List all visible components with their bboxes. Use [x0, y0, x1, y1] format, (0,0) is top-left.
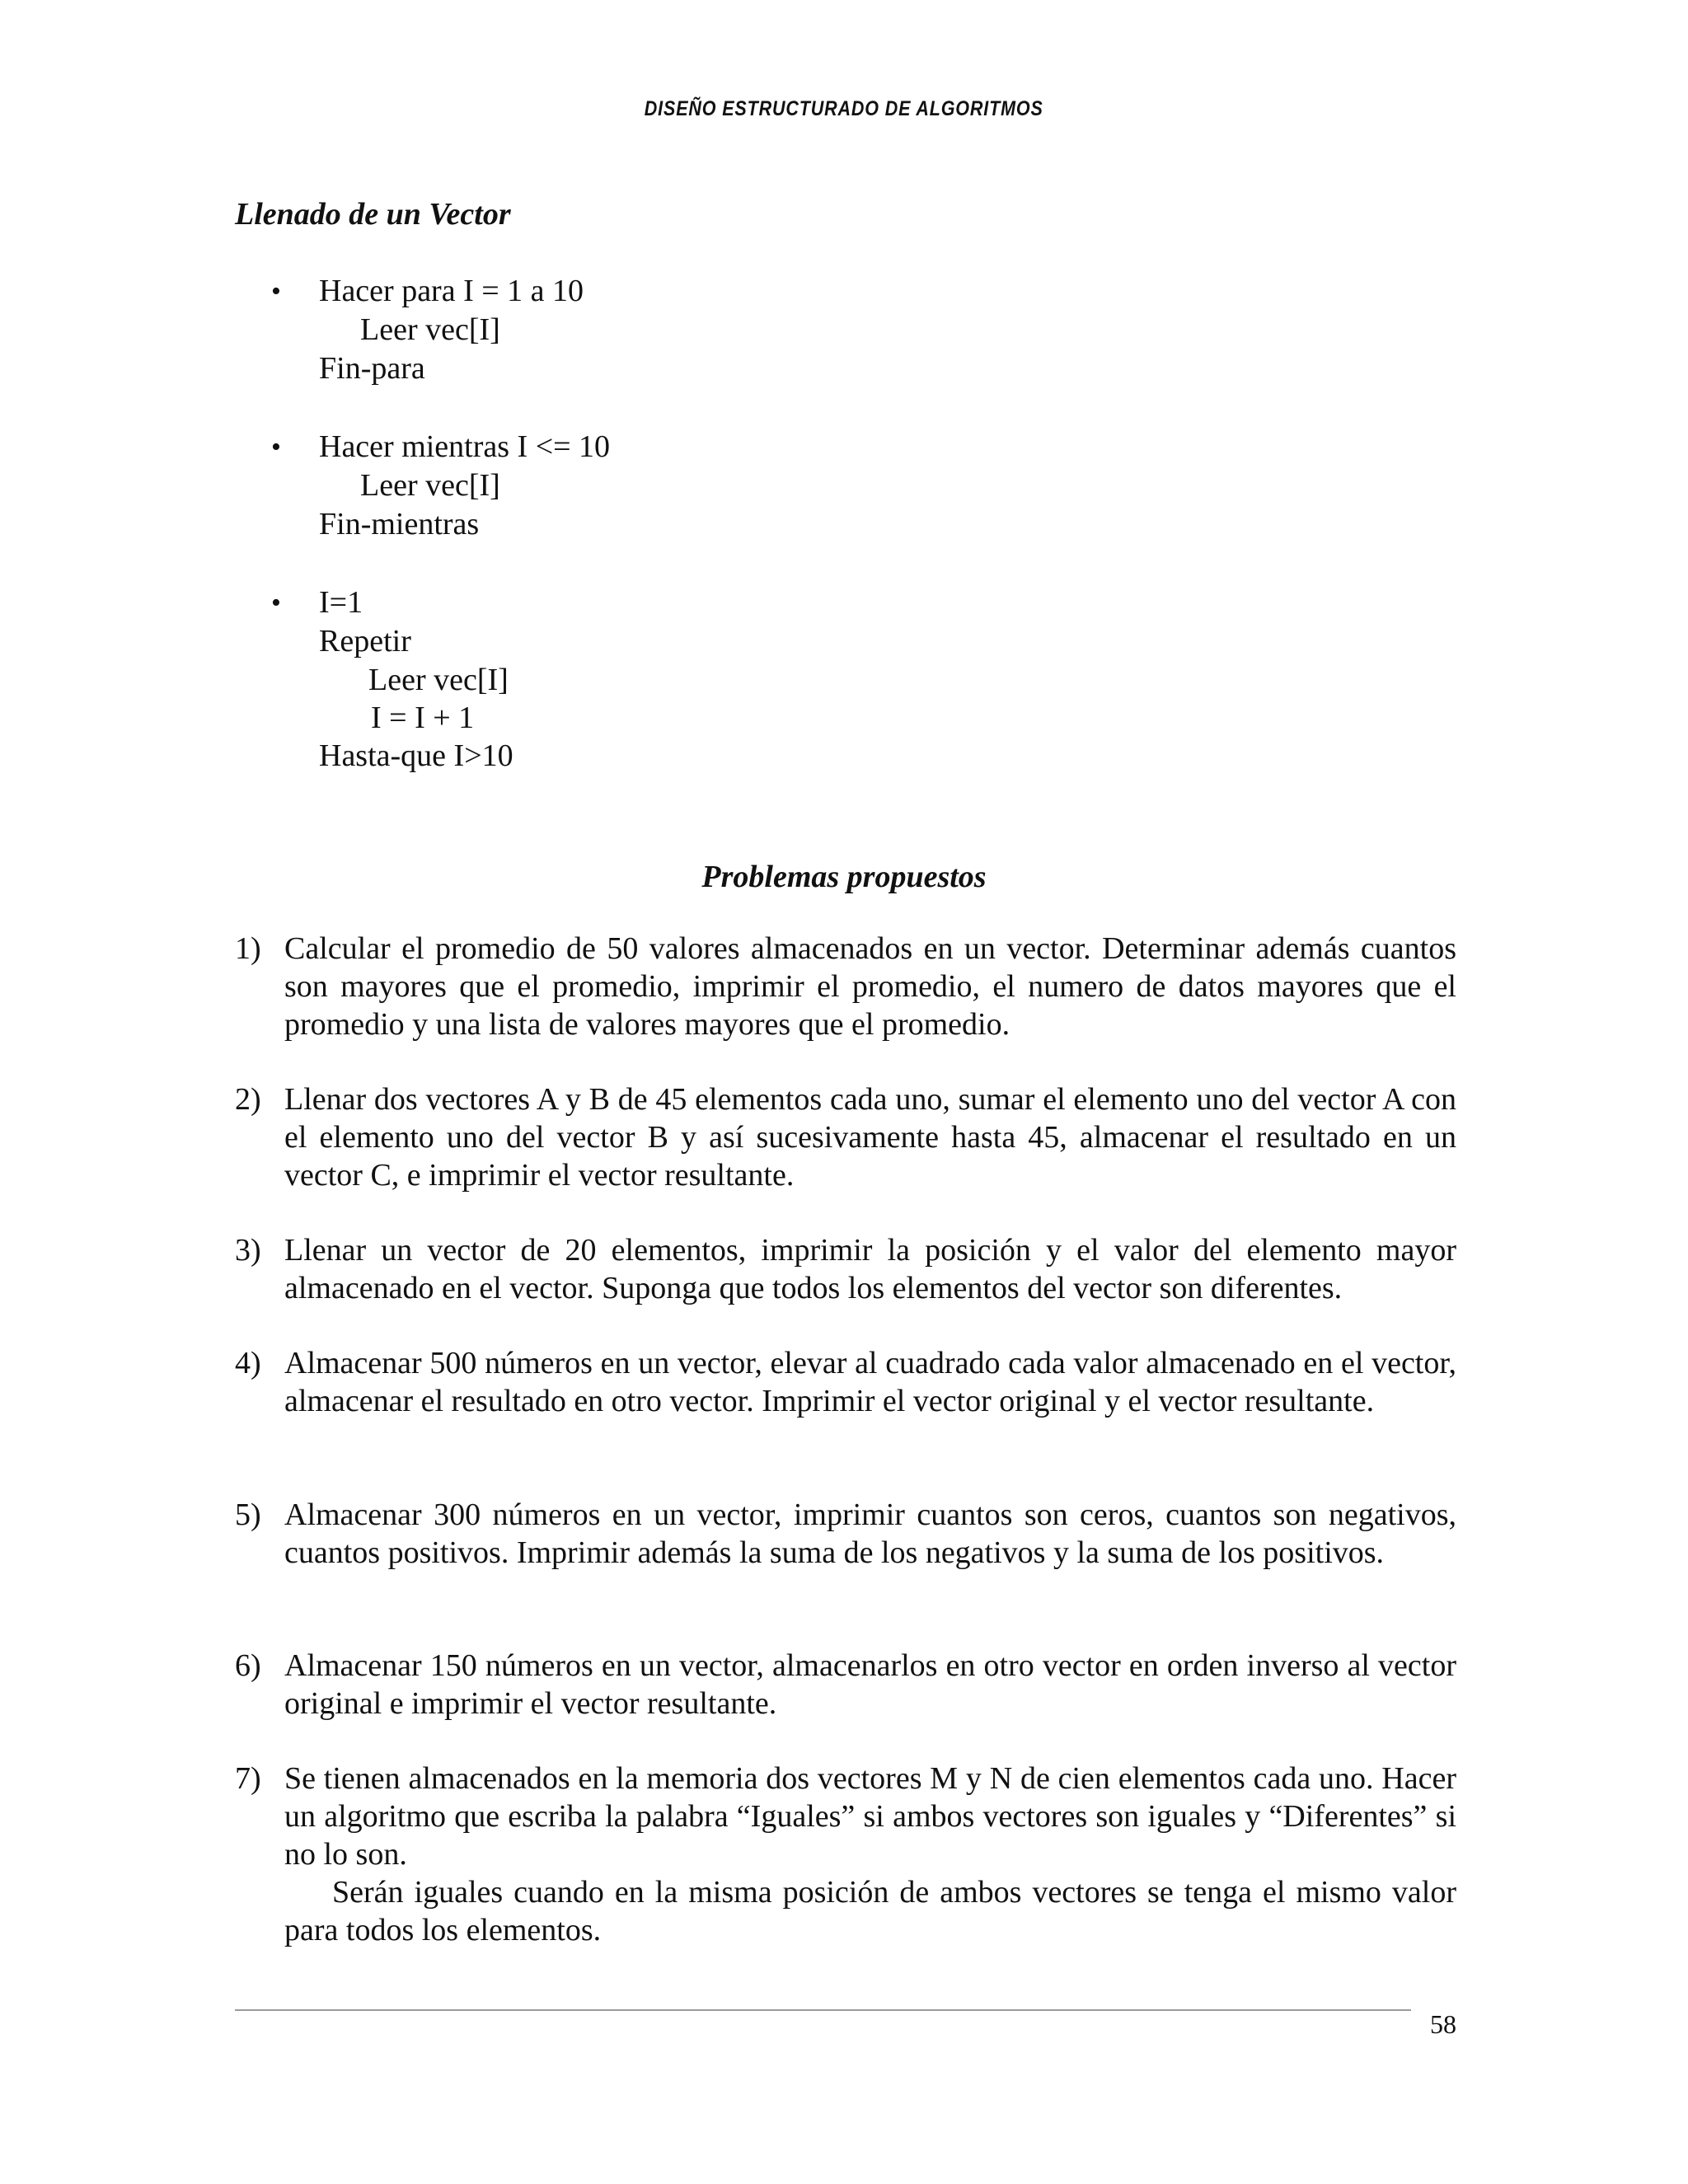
code-line: Leer vec[I]: [368, 663, 509, 697]
problem-text: Llenar un vector de 20 elementos, imprimir la posición y el valor del elemento mayor almacenado en el vector. Suponga que todos los elementos del vector son diferentes.: [284, 1233, 1456, 1305]
problem-number: 6): [235, 1648, 261, 1683]
problem-text: [284, 1760, 1456, 1949]
problems-title: Problemas propuestos: [701, 860, 987, 894]
problem-item-6: [235, 1647, 1456, 1722]
code-line: I = I + 1: [371, 701, 475, 735]
problem-text-paragraph: Se tienen almacenados en la memoria dos vectores M y N de cien elementos cada uno. Hacer un algoritmo que escriba la palabra “Iguales” si ambos vectores son iguales y “Diferentes” si no lo son.: [284, 1761, 1456, 1872]
code-line: Fin-mientras: [319, 507, 480, 541]
code-line: Repetir: [319, 624, 411, 658]
bullet-symbol: •: [271, 276, 281, 307]
code-line: Hacer para I = 1 a 10: [319, 274, 584, 308]
problem-text: Llenar dos vectores A y B de 45 elementos cada uno, sumar el elemento uno del vector A con el elemento uno del vector B y así sucesivamente hasta 45, almacenar el resultado en un vector C, e imprimir el vector resultante.: [284, 1082, 1456, 1193]
problem-text: Almacenar 500 números en un vector, elevar al cuadrado cada valor almacenado en el vector, almacenar el resultado en otro vector. Imprimir el vector original y el vector resultante.: [284, 1346, 1456, 1418]
running-header: DISEÑO ESTRUCTURADO DE ALGORITMOS: [644, 97, 1043, 120]
code-line: Leer vec[I]: [360, 312, 500, 347]
problem-number: 3): [235, 1233, 261, 1268]
problem-number: 1): [235, 931, 261, 966]
code-line: Hacer mientras I <= 10: [319, 429, 611, 464]
problem-number: 7): [235, 1761, 261, 1796]
bullet-symbol: •: [271, 588, 281, 618]
problem-item-5: [235, 1496, 1456, 1572]
problem-text: Almacenar 300 números en un vector, imprimir cuantos son ceros, cuantos son negativos, cuantos positivos. Imprimir además la suma de los negativos y la suma de los positivos.: [284, 1497, 1456, 1570]
bullet-symbol: •: [271, 432, 281, 462]
problem-text-paragraph: Serán iguales cuando en la misma posición de ambos vectores se tenga el mismo valor para todos los elementos.: [284, 1875, 1456, 1947]
problem-item-2: [235, 1080, 1456, 1194]
problem-number: 2): [235, 1082, 261, 1117]
page-number: 58: [1430, 2009, 1456, 2039]
code-line: Hasta-que I>10: [319, 738, 513, 773]
code-line: Fin-para: [319, 351, 425, 386]
footer-rule: [235, 2009, 1411, 2011]
problem-number: 4): [235, 1346, 261, 1380]
code-line: Leer vec[I]: [360, 468, 500, 503]
section-title: Llenado de un Vector: [235, 197, 511, 232]
code-line: I=1: [319, 585, 363, 620]
problem-text: Almacenar 150 números en un vector, almacenarlos en otro vector en orden inverso al vector original e imprimir el vector resultante.: [284, 1648, 1456, 1721]
problem-item-3: [235, 1231, 1456, 1307]
problem-item-1: [235, 930, 1456, 1043]
problem-item-7: [235, 1760, 1456, 1949]
problem-number: 5): [235, 1497, 261, 1532]
problem-text: Calcular el promedio de 50 valores almacenados en un vector. Determinar además cuantos son mayores que el promedio, imprimir el promedio, el numero de datos mayores que el promedio y una lista de valores mayores que el promedio.: [284, 931, 1456, 1042]
problem-item-4: [235, 1344, 1456, 1420]
